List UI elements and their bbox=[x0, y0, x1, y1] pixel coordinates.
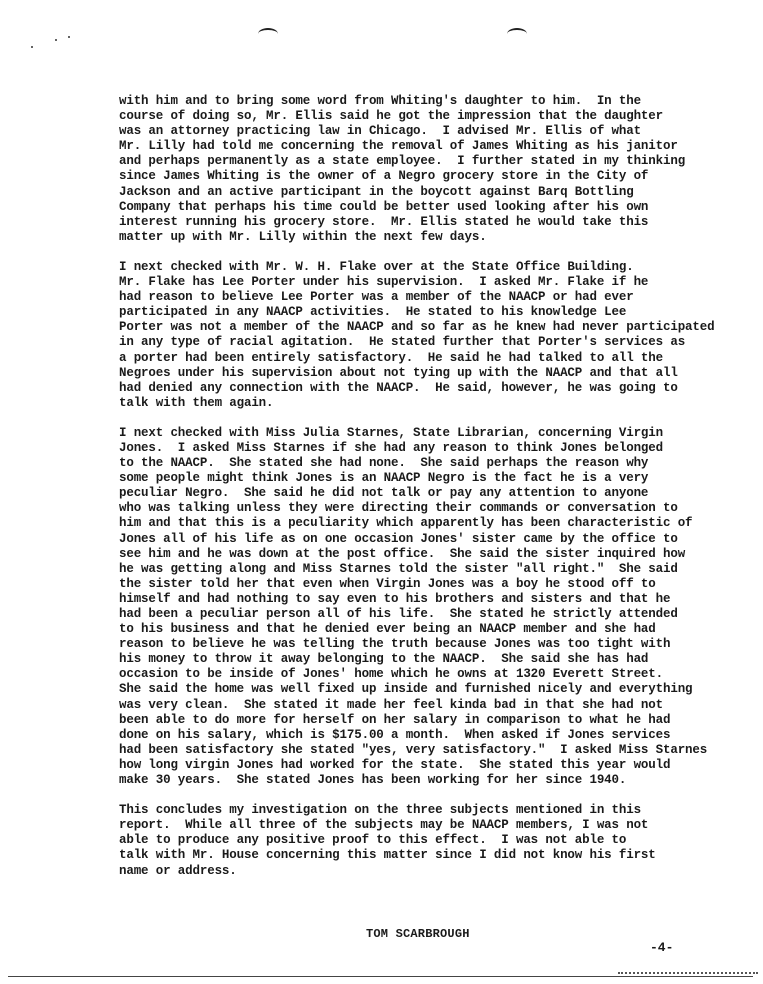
scan-speck bbox=[68, 36, 70, 38]
scan-speck bbox=[31, 46, 33, 48]
report-body bbox=[119, 94, 739, 894]
paragraph-conclusion: This concludes my investigation on the three subjects mentioned in this report. While all three of the subjects may be NAACP members, I was not able to produce any positive proof to this effect. I was not able to talk with Mr. House concerning this matter since I did not know his first name or address. bbox=[119, 803, 656, 878]
page-number: -4- bbox=[650, 940, 674, 955]
punch-hole-mark bbox=[507, 28, 527, 40]
paragraph-jones: I next checked with Miss Julia Starnes, State Librarian, concerning Virgin Jones. I asked Miss Starnes if she had any reason to think Jones belonged to the NAACP. She stated she had none. She said perhaps the reason why some people might think Jones is an NAACP Negro is the fact he is a very peculiar Negro. She said he did not talk or pay any attention to anyone who was talking unless they were directing their commands or conversation to him and that this is a peculiarity which apparently has been characteristic of Jones all of his life as on one occasion Jones' sister came by the office to see him and he was down at the post office. She said the sister inquired how he was getting along and Miss Starnes told the sister "all right." She said the sister told her that even when Virgin Jones was a boy he stood off to himself and had nothing to say even to his brothers and sisters and that he had been a peculiar person all of his life. She stated he strictly attended to his business and that he denied ever being an NAACP member and she had reason to believe he was telling the truth because Jones was too tight with his money to throw it away belonging to the NAACP. She said she has had occasion to be inside of Jones' home which he owns at 1320 Everett Street. She said the home was well fixed up inside and furnished nicely and everything was very clean. She stated it made her feel kinda bad in that she had not been able to do more for herself on her salary in comparison to what he had done on his salary, which is $175.00 a month. When asked if Jones services had been satisfactory she stated "yes, very satisfactory." I asked Miss Starnes how long virgin Jones had worked for the state. She stated this year would make 30 years. She stated Jones has been working for her since 1940. bbox=[119, 425, 708, 788]
signature: TOM SCARBROUGH bbox=[366, 927, 470, 941]
bottom-dotted-rule bbox=[618, 972, 758, 974]
bottom-rule bbox=[8, 976, 753, 977]
paragraph-whiting: with him and to bring some word from Whiting's daughter to him. In the course of doing so, Mr. Ellis said he got the impression that the daughter was an attorney practicing law in Chicago. I advised Mr. Ellis of what Mr. Lilly had told me concerning the removal of James Whiting as his janitor and perhaps permanently as a state employee. I further stated in my thinking since James Whiting is the owner of a Negro grocery store in the City of Jackson and an active participant in the boycott against Barq Bottling Company that perhaps his time could be better used looking after his own interest running his grocery store. Mr. Ellis stated he would take this matter up with Mr. Lilly within the next few days. bbox=[119, 94, 686, 244]
scan-speck bbox=[55, 39, 57, 41]
punch-hole-mark bbox=[258, 28, 278, 40]
paragraph-porter: I next checked with Mr. W. H. Flake over at the State Office Building. Mr. Flake has Lee Porter under his supervision. I asked Mr. Flake if he had reason to believe Lee Porter was a member of the NAACP or had ever participated in any NAACP activities. He stated to his knowledge Lee Porter was not a member of the NAACP and so far as he knew had never participated in any type of racial agitation. He stated further that Porter's services as a porter had been entirely satisfactory. He said he had talked to all the Negroes under his supervision about not tying up with the NAACP and that all had denied any connection with the NAACP. He said, however, he was going to talk with them again. bbox=[119, 259, 715, 410]
